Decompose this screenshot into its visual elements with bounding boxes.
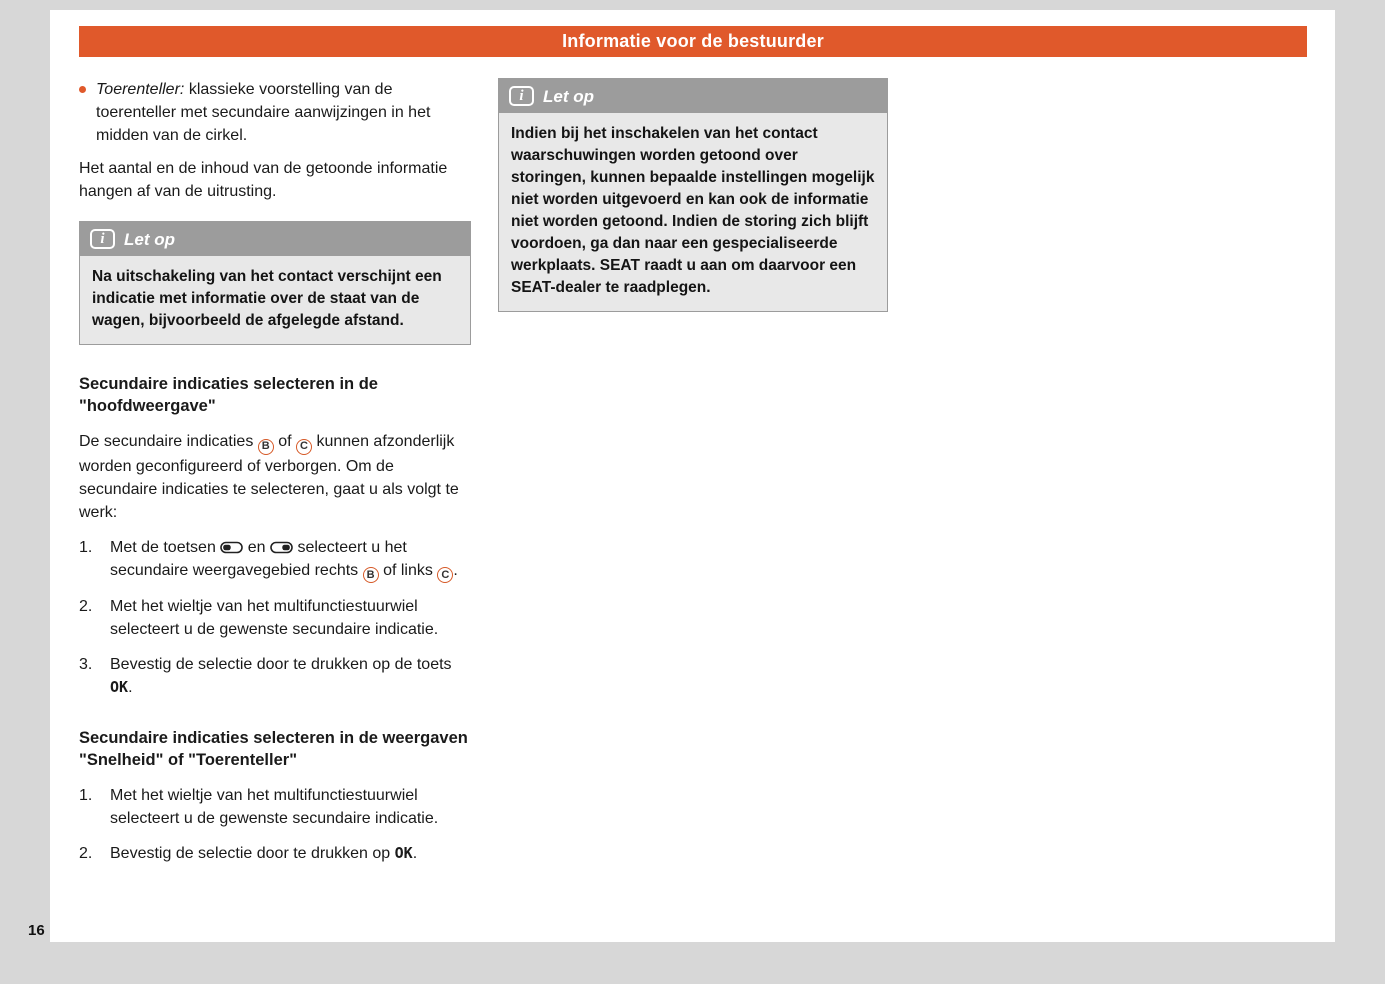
list-number: 1.	[79, 538, 93, 556]
text-segment: of	[278, 433, 292, 450]
circled-c-icon: C	[296, 439, 312, 455]
list-number: 2.	[79, 845, 93, 862]
note-title: Let op	[543, 86, 594, 106]
list-item	[79, 536, 471, 584]
list-number: 2.	[79, 598, 93, 615]
note-box-right	[498, 78, 888, 312]
list-item	[79, 595, 471, 641]
heading-hoofdweergave: Secundaire indicaties selecteren in de "hoofdweergave"	[79, 375, 378, 415]
text-segment: .	[128, 679, 133, 696]
ordered-list-2	[79, 784, 471, 865]
heading-snelheid-toerenteller: Secundaire indicaties selecteren in de weergaven "Snelheid" of "Toerenteller"	[79, 729, 468, 769]
list-number: 3.	[79, 656, 93, 673]
list-item	[79, 842, 471, 865]
display-select-left-button-icon	[220, 541, 243, 554]
text-segment: kunnen afzonderlijk worden geconfigureerd of verborgen. Om de secundaire indicaties te selecteren, gaat u als volgt te werk:	[79, 433, 459, 521]
note-body: Indien bij het inschakelen van het contact waarschuwingen worden getoond over storingen, kunnen bepaalde instellingen mogelijk niet worden uitgevoerd en kan ook de informatie niet worden getoond. Indien de storing zich blijft voordoen, ga dan naar een gespecialiseerde werkplaats. SEAT raadt u aan om daarvoor een SEAT-dealer te raadplegen.	[499, 113, 887, 311]
term-toerenteller: Toerenteller:	[96, 81, 185, 98]
note-box-left	[79, 221, 471, 345]
info-icon: i	[90, 229, 115, 249]
page-title: Informatie voor de bestuurder	[562, 31, 824, 51]
right-column	[498, 78, 888, 312]
left-column	[79, 78, 471, 877]
ok-key-label: OK	[394, 844, 413, 862]
bullet-text: klassieke voorstelling van de toerenteller met secundaire aanwijzingen in het midden van de cirkel.	[96, 81, 431, 144]
circled-b-icon: B	[258, 439, 274, 455]
list-item-text: Met het wieltje van het multifunctiestuurwiel selecteert u de gewenste secundaire indicatie.	[110, 787, 439, 827]
note-header	[80, 222, 470, 256]
text-segment: Met de toetsen	[110, 538, 216, 556]
circled-c-icon: C	[437, 567, 453, 583]
text-segment: of links	[383, 561, 433, 579]
text-segment: .	[453, 561, 458, 579]
list-number: 1.	[79, 787, 93, 804]
paragraph-secundaire-indicaties	[79, 430, 471, 524]
note-body: Na uitschakeling van het contact verschijnt een indicatie met informatie over de staat van de wagen, bijvoorbeeld de afgelegde afstand.	[80, 256, 470, 344]
info-icon: i	[509, 86, 534, 106]
bullet-icon	[79, 86, 86, 93]
display-select-right-button-icon	[270, 541, 293, 554]
list-item	[79, 784, 471, 830]
list-item-text	[110, 842, 471, 865]
note-header	[499, 79, 887, 113]
list-item	[79, 653, 471, 699]
list-item-text	[110, 653, 471, 699]
text-segment: selecteert u het secundaire weergavegebied rechts	[110, 538, 407, 579]
page-header	[79, 26, 1307, 57]
list-item-text	[110, 536, 471, 584]
note-title: Let op	[124, 229, 175, 249]
manual-page	[50, 10, 1335, 942]
text-segment: Bevestig de selectie door te drukken op de toets	[110, 656, 452, 673]
text-segment: en	[247, 538, 266, 556]
ordered-list-1	[79, 536, 471, 700]
list-item-text: Met het wieltje van het multifunctiestuurwiel selecteert u de gewenste secundaire indicatie.	[110, 598, 439, 638]
paragraph-uitrusting: Het aantal en de inhoud van de getoonde informatie hangen af van de uitrusting.	[79, 160, 448, 200]
text-segment: Bevestig de selectie door te drukken op	[110, 845, 391, 862]
text-segment: De secundaire indicaties	[79, 433, 254, 450]
circled-b-icon: B	[363, 567, 379, 583]
page-number: 16	[28, 922, 45, 939]
bullet-paragraph	[79, 78, 471, 147]
ok-key-label: OK	[110, 678, 129, 696]
text-segment: .	[412, 845, 418, 862]
